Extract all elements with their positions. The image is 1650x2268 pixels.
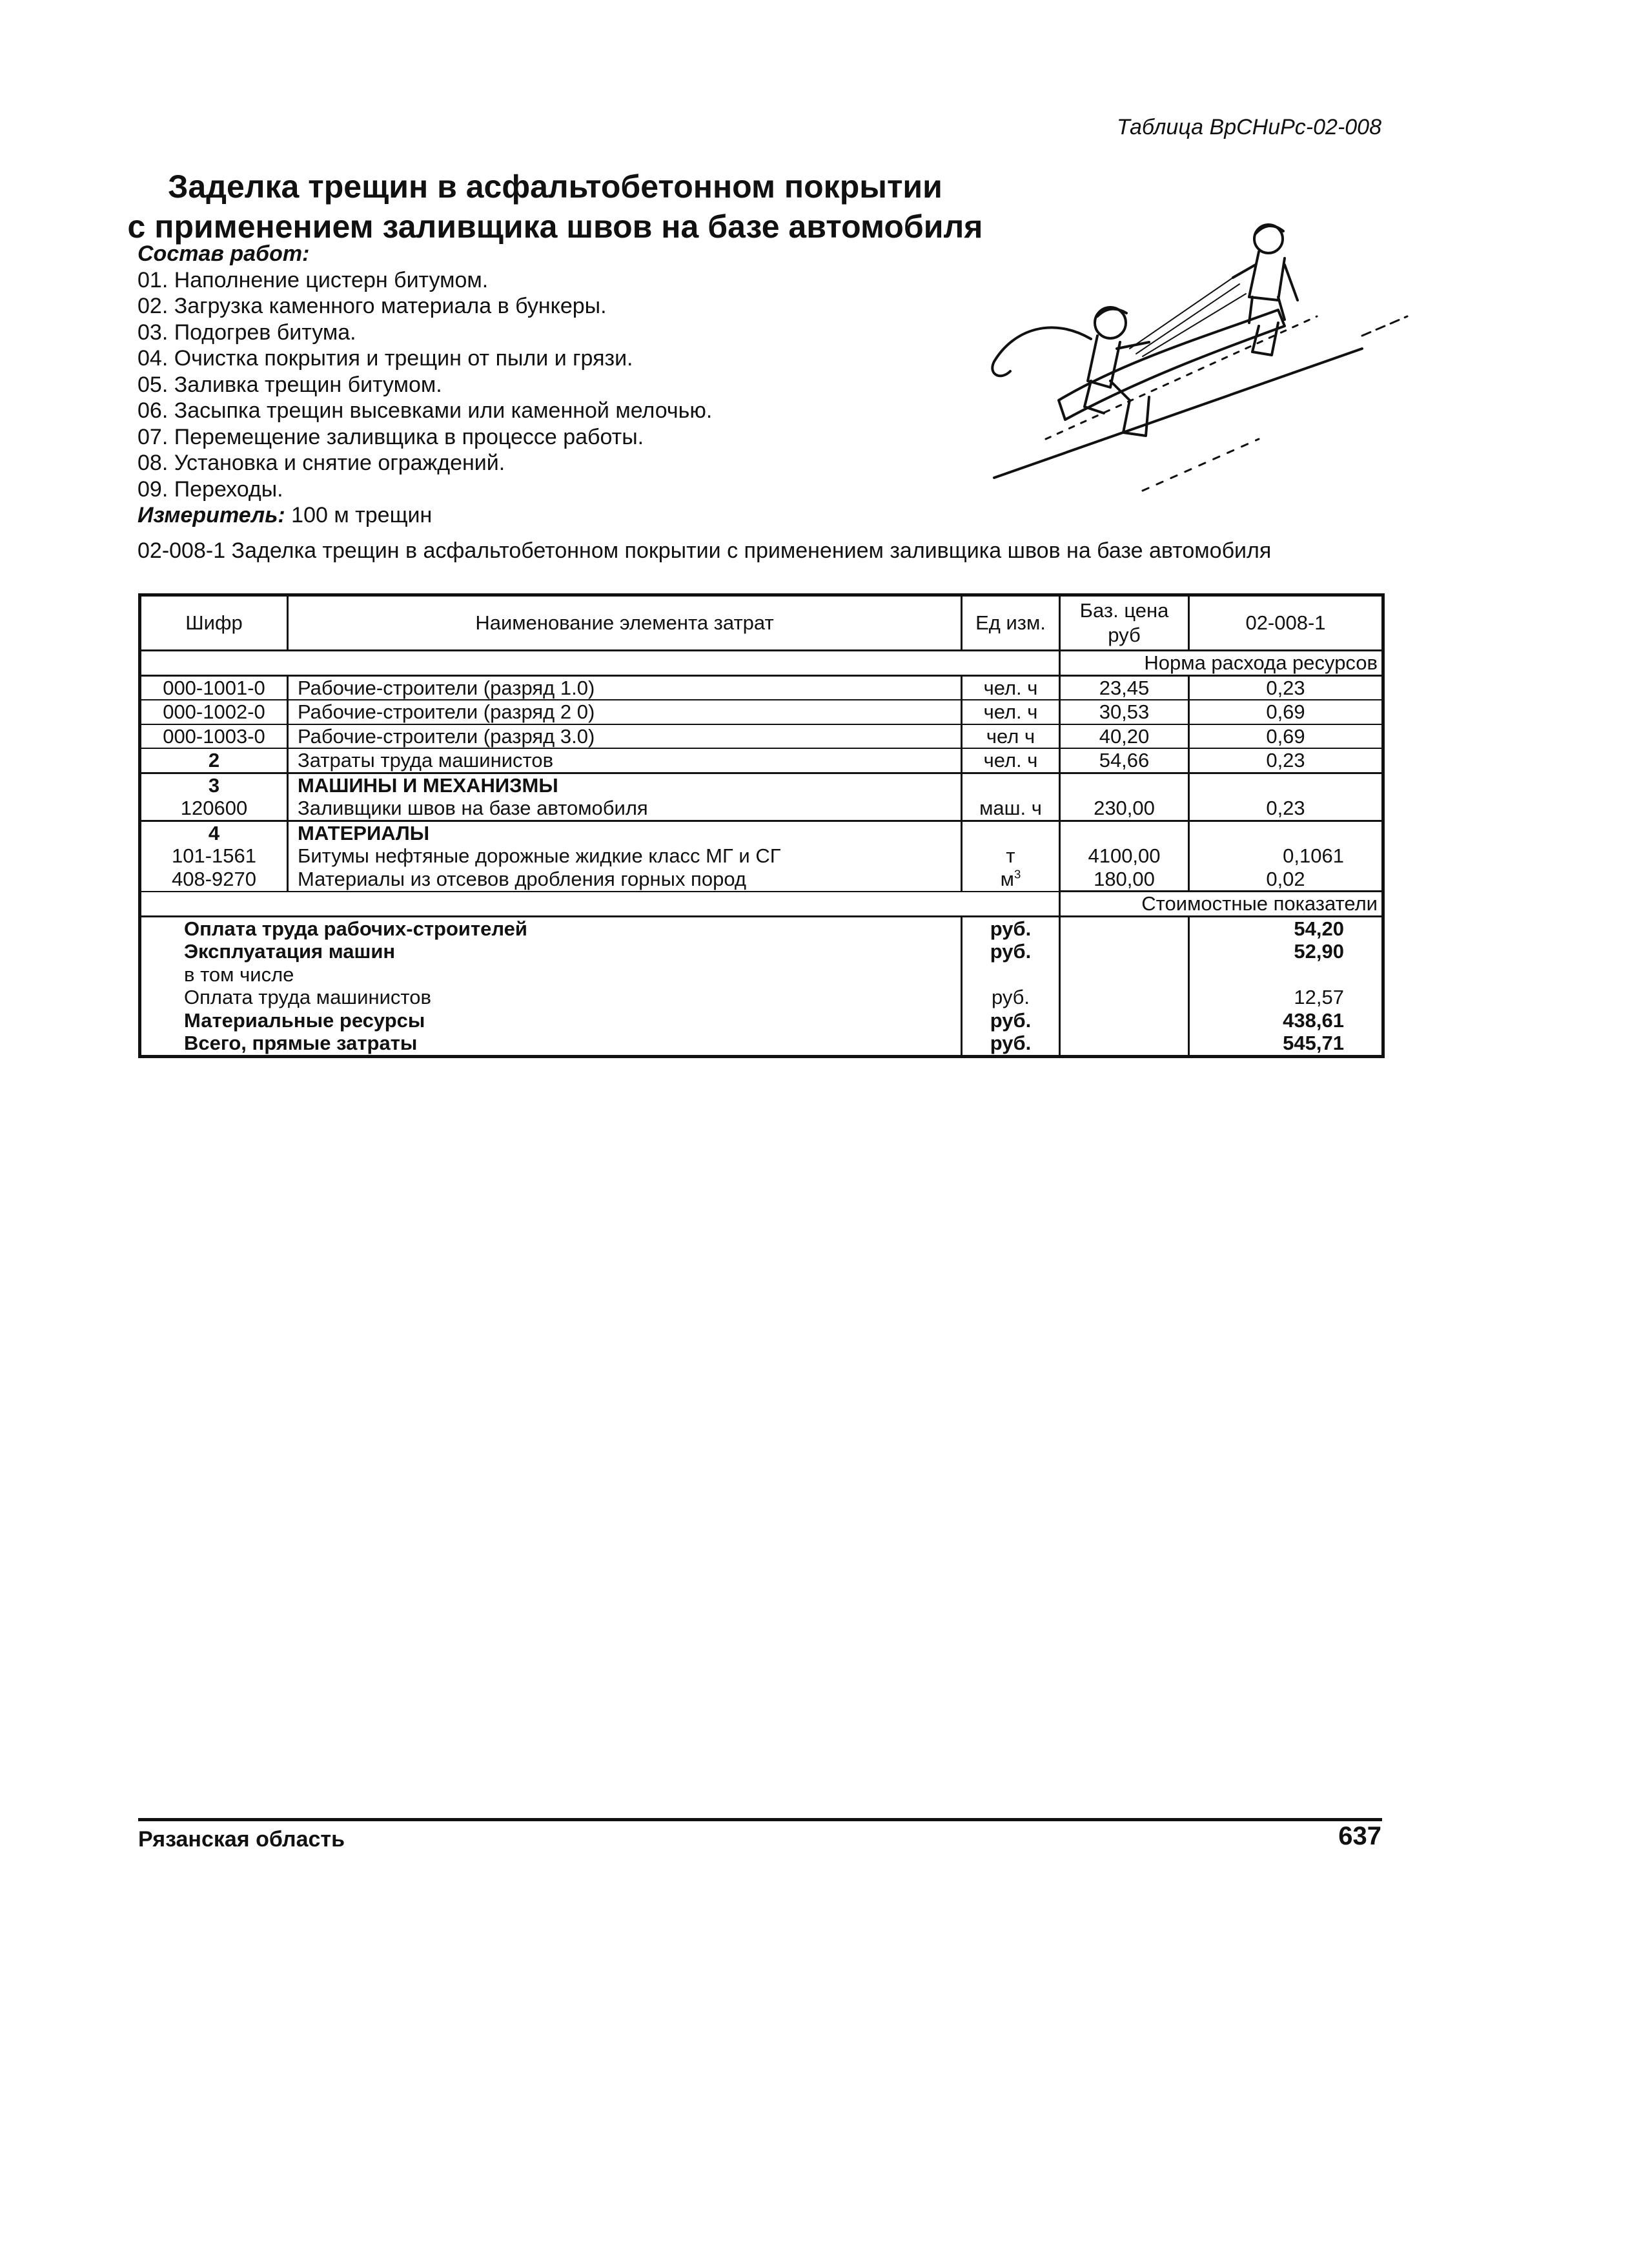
work-composition	[138, 241, 977, 529]
summary-name: Всего, прямые затраты	[140, 1032, 962, 1056]
section-title: МАШИНЫ И МЕХАНИЗМЫ	[288, 773, 962, 797]
summary-unit: руб.	[962, 940, 1060, 963]
work-composition-label: Состав работ:	[138, 241, 310, 266]
header-price-line-2: руб	[1108, 624, 1141, 646]
meter-line	[138, 502, 977, 529]
cell-norm: 0,69	[1189, 724, 1383, 749]
cell-unit: чел. ч	[962, 748, 1060, 773]
cell-price: 54,66	[1060, 748, 1189, 773]
cell-norm: 0,69	[1189, 700, 1383, 724]
cell-price	[1060, 821, 1189, 844]
cell-name: Рабочие-строители (разряд 3.0)	[288, 724, 962, 749]
cell-norm: 0,23	[1189, 675, 1383, 700]
summary-unit: руб.	[962, 1009, 1060, 1032]
work-item: 07. Перемещение заливщика в процессе работы.	[138, 424, 644, 449]
cell-unit	[962, 821, 1060, 844]
cell-code: 101-1561	[140, 844, 288, 868]
cell-price	[1060, 773, 1189, 797]
table-reference: Таблица ВрСНиРс-02-008	[1116, 115, 1381, 139]
table-row	[140, 844, 1383, 868]
summary-price	[1060, 1009, 1189, 1032]
cell-code: 3	[140, 773, 288, 797]
summary-name: Оплата труда рабочих-строителей	[140, 916, 962, 940]
cell-norm	[1189, 773, 1383, 797]
cell-name: Затраты труда машинистов	[288, 748, 962, 773]
table-header-row	[140, 595, 1383, 651]
title-line-2: с применением заливщика швов на базе автомобиля	[127, 209, 983, 245]
summary-value: 438,61	[1283, 1008, 1344, 1032]
summary-row	[140, 940, 1383, 963]
summary-value: 54,20	[1294, 917, 1344, 940]
cell-code: 000-1003-0	[140, 724, 288, 749]
summary-unit	[962, 963, 1060, 986]
cell-norm: 0,1061	[1283, 844, 1344, 867]
cell-code: 2	[140, 748, 288, 773]
cell-name: Рабочие-строители (разряд 1.0)	[288, 675, 962, 700]
cell-unit: маш. ч	[962, 797, 1060, 821]
work-item: 08. Установка и снятие ограждений.	[138, 451, 505, 475]
summary-unit: руб.	[962, 916, 1060, 940]
summary-price	[1060, 916, 1189, 940]
norm-label: Норма расхода ресурсов	[1060, 651, 1383, 676]
cell-price: 40,20	[1060, 724, 1189, 749]
summary-value: 12,57	[1294, 986, 1344, 1008]
cell-code: 120600	[140, 797, 288, 821]
cell-unit: чел. ч	[962, 675, 1060, 700]
cell-code: 4	[140, 821, 288, 844]
cell-price: 4100,00	[1060, 844, 1189, 868]
cell-name: Битумы нефтяные дорожные жидкие класс МГ и СГ	[288, 844, 962, 868]
work-item: 04. Очистка покрытия и трещин от пыли и грязи.	[138, 346, 633, 371]
cell-norm	[1189, 821, 1383, 844]
table-row	[140, 748, 1383, 773]
summary-row	[140, 986, 1383, 1009]
summary-name: Материальные ресурсы	[140, 1009, 962, 1032]
cell-price: 23,45	[1060, 675, 1189, 700]
section-header-row	[140, 773, 1383, 797]
spacer-cell	[140, 892, 1060, 917]
summary-price	[1060, 940, 1189, 963]
work-item: 03. Подогрев битума.	[138, 320, 356, 345]
cell-name: Материалы из отсевов дробления горных пород	[288, 868, 962, 892]
summary-row	[140, 1009, 1383, 1032]
cell-unit	[962, 773, 1060, 797]
footer-divider	[138, 1818, 1382, 1821]
work-items-list	[138, 267, 977, 503]
summary-row	[140, 1032, 1383, 1056]
cell-name: Заливщики швов на базе автомобиля	[288, 797, 962, 821]
work-item: 05. Заливка трещин битумом.	[138, 372, 442, 397]
table-row	[140, 675, 1383, 700]
header-price-line-1: Баз. цена	[1079, 599, 1169, 622]
summary-name: в том числе	[140, 963, 962, 986]
unit-text: м	[1000, 867, 1014, 890]
workers-sealing-cracks-drawing-icon	[897, 187, 1414, 510]
cell-price: 230,00	[1060, 797, 1189, 821]
summary-name: Оплата труда машинистов	[140, 986, 962, 1009]
spacer-row	[140, 892, 1383, 917]
table-caption: 02-008-1 Заделка трещин в асфальтобетонном покрытии с применением заливщика швов на базе автомобиля	[138, 538, 1272, 563]
summary-name: Эксплуатация машин	[140, 940, 962, 963]
title-line-1: Заделка трещин в асфальтобетонном покрытии	[168, 169, 942, 205]
cell-norm: 0,23	[1189, 797, 1383, 821]
summary-row	[140, 916, 1383, 940]
header-price	[1060, 595, 1189, 651]
footer-region: Рязанская область	[138, 1827, 345, 1852]
work-item: 06. Засыпка трещин высевками или каменной мелочью.	[138, 398, 713, 423]
header-norm: 02-008-1	[1189, 595, 1383, 651]
meter-label: Измеритель:	[138, 503, 285, 527]
table-row	[140, 868, 1383, 892]
cell-norm: 0,02	[1189, 868, 1383, 892]
spacer-row	[140, 651, 1383, 676]
work-item: 02. Загрузка каменного материала в бункеры.	[138, 294, 607, 318]
cell-unit	[962, 868, 1060, 892]
summary-row	[140, 963, 1383, 986]
cell-code: 000-1002-0	[140, 700, 288, 724]
work-item: 01. Наполнение цистерн битумом.	[138, 267, 489, 292]
summary-price	[1060, 1032, 1189, 1056]
meter-value: 100 м трещин	[285, 503, 433, 527]
page-number: 637	[1338, 1822, 1381, 1850]
cell-name: Рабочие-строители (разряд 2 0)	[288, 700, 962, 724]
work-item: 09. Переходы.	[138, 476, 283, 502]
cell-unit: чел ч	[962, 724, 1060, 749]
table-row	[140, 700, 1383, 724]
table-row	[140, 724, 1383, 749]
summary-price	[1060, 986, 1189, 1009]
cost-table	[138, 593, 1385, 1058]
header-name: Наименование элемента затрат	[288, 595, 962, 651]
cell-norm: 0,23	[1189, 748, 1383, 773]
header-unit: Ед изм.	[962, 595, 1060, 651]
cell-code: 408-9270	[140, 868, 288, 892]
table-row	[140, 797, 1383, 821]
header-code: Шифр	[140, 595, 288, 651]
cell-unit: чел. ч	[962, 700, 1060, 724]
summary-unit: руб.	[962, 1032, 1060, 1056]
document-title	[116, 167, 994, 247]
cell-unit: т	[962, 844, 1060, 868]
cell-price: 180,00	[1060, 868, 1189, 892]
summary-price	[1060, 963, 1189, 986]
section-header-row	[140, 821, 1383, 844]
unit-superscript: 3	[1013, 867, 1021, 881]
summary-value: 545,71	[1283, 1032, 1344, 1054]
section-title: МАТЕРИАЛЫ	[288, 821, 962, 844]
cell-code: 000-1001-0	[140, 675, 288, 700]
spacer-cell	[140, 651, 1060, 676]
summary-unit: руб.	[962, 986, 1060, 1009]
summary-value	[1189, 963, 1383, 986]
summary-value: 52,90	[1294, 940, 1344, 963]
cost-label: Стоимостные показатели	[1060, 892, 1383, 917]
cell-price: 30,53	[1060, 700, 1189, 724]
